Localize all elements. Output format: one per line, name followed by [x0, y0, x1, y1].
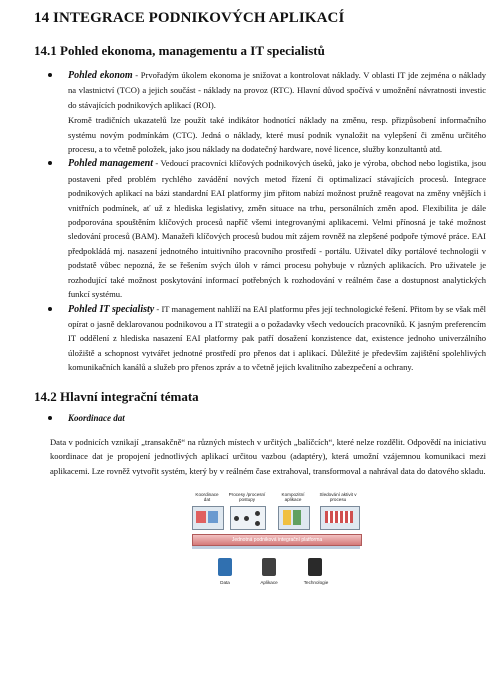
activity-monitor-icon [320, 506, 360, 530]
integration-platform-figure [184, 490, 384, 602]
figure-label: Koordinace dat [195, 492, 219, 503]
process-flow-icon [230, 506, 266, 530]
technology-icon [308, 558, 322, 576]
list-item [68, 411, 486, 425]
chapter-title: 14 INTEGRACE PODNIKOVÝCH APLIKACÍ [34, 10, 345, 26]
platform-underline [192, 546, 360, 549]
viewpoint-list [34, 68, 486, 375]
section-heading-14-2: 14.2 Hlavní integrační témata [34, 388, 199, 404]
topic-list [34, 411, 486, 425]
list-item [68, 302, 486, 375]
application-icon [262, 558, 276, 576]
figure-label: Data [220, 580, 230, 586]
list-item [68, 156, 486, 301]
item-term: Pohled ekonom [68, 70, 133, 81]
integration-platform-bar: Jednotná podniková integrační platforma [192, 534, 362, 546]
data-coordination-icon [192, 506, 224, 530]
item-text: - Prvořadým úkolem ekonoma je snižovat a kontrolovat náklady. V oblasti IT jde zejména o náklady na vlastnictví (TCO) a jejich součást - náklady na provoz (RTC). Hlavní důvod spočívá v umožnění návratnosti investic do stávajících podnikových aplikací (ROI). [68, 70, 486, 110]
data-icon [218, 558, 232, 576]
item-text: - IT management nahlíží na EAI platformu přes její technologické řešení. Přitom by se však měl opírat o jasně deklarovanou podnikovou a IT strategii a o požadavky všech vedoucích pracovníků. K jasným preferencím IT oddělení z hlediska nasazení EAI platformy pak patří dosažení konzistence dat, existence jednoho univerzálního úložiště a schopnost vytvářet jednotné prostředí pro přenos dat i aplikací. Důležité je především zajištění spolehlivých komunikačních kanálů a služeb pro přenos zpráv a to včetně jejich kvalitního zabezpečení a ochrany. [68, 303, 487, 373]
list-item [68, 68, 486, 156]
section-heading-14-1: 14.1 Pohled ekonoma, managementu a IT specialistů [34, 43, 325, 58]
figure-label: Aplikace [260, 580, 278, 586]
item-term: Pohled management [68, 158, 154, 170]
composite-app-icon [278, 506, 310, 530]
item-text: - Vedoucí pracovníci klíčových podnikových úseků, jako je výroba, obchod nebo logistika, jsou postaveni před problém rychlého zavádění nových metod řízení či optimalizací stávajících procesů. Integrace podnikových aplikací na bázi standardní EAI platformy jim přitom nabízí možnost pružně reagovat na změny vnějších i vnitřních podmínek, ať už z hlediska legislativy, změn situace na trhu, personálních změn apod. Flexibilita je dále podporována spouštěním klíčových procesů napříč všemi integrovanými aplikacemi. Velmi přínosná je také možnost sledování procesů (BAM). Manažeři klíčových procesů budou mít zájem rovněž na zlepšené podpoře týmové práce. EAI předpokládá mj. nasazení jednotného intuitivního pracovního prostředí - portálu. Uživatel díky portálové technologii v podstatě vůbec nepozná, že se řešením svých úloh v rámci procesu pohybuje v různých aplikacích. Pro uživatele je rozhodující také možnost poskytování informací potřebných k rozhodování v reálném čase a dostupnost analytických funkcí systému. [68, 158, 486, 300]
item-term: Koordinace dat [68, 412, 125, 423]
figure-label: Technologie [303, 580, 329, 586]
figure-label: Sledování aktivit v procesu [319, 492, 357, 503]
item-term: Pohled IT specialisty [68, 303, 155, 315]
figure-label: Procesy /procesní postupy [228, 492, 266, 503]
figure-label: Kompozitní aplikace [281, 492, 305, 503]
item-text-continued: Kromě tradičních ukazatelů lze použít také indikátor hodnotící náklady na změnu, resp. přizpůsobení informačního systému novým podmínkám (CTC). Jedná o náklady, které musí podnik vynaložit na vylepšení či změnu určitého procesu, a to včetně položek, jako jsou náklady na dodatečný hardware, nové licence, služby konzultantů atd. [68, 115, 486, 155]
data-coordination-paragraph: Data v podnicích vznikají „transakčně“ na různých místech v určitých „balíčcích“, které nelze rozdělit. Odpovědí na iniciativu koordinace dat je propojení jednotlivých aplikací určitou vazbou (adaptéry), která umožní vzájemnou komunikaci mezi aplikacemi. Lze rovněž vytvořit systém, který by v reálném čase extrahoval, transformoval a nahrával data do datového skladu. [50, 436, 486, 476]
